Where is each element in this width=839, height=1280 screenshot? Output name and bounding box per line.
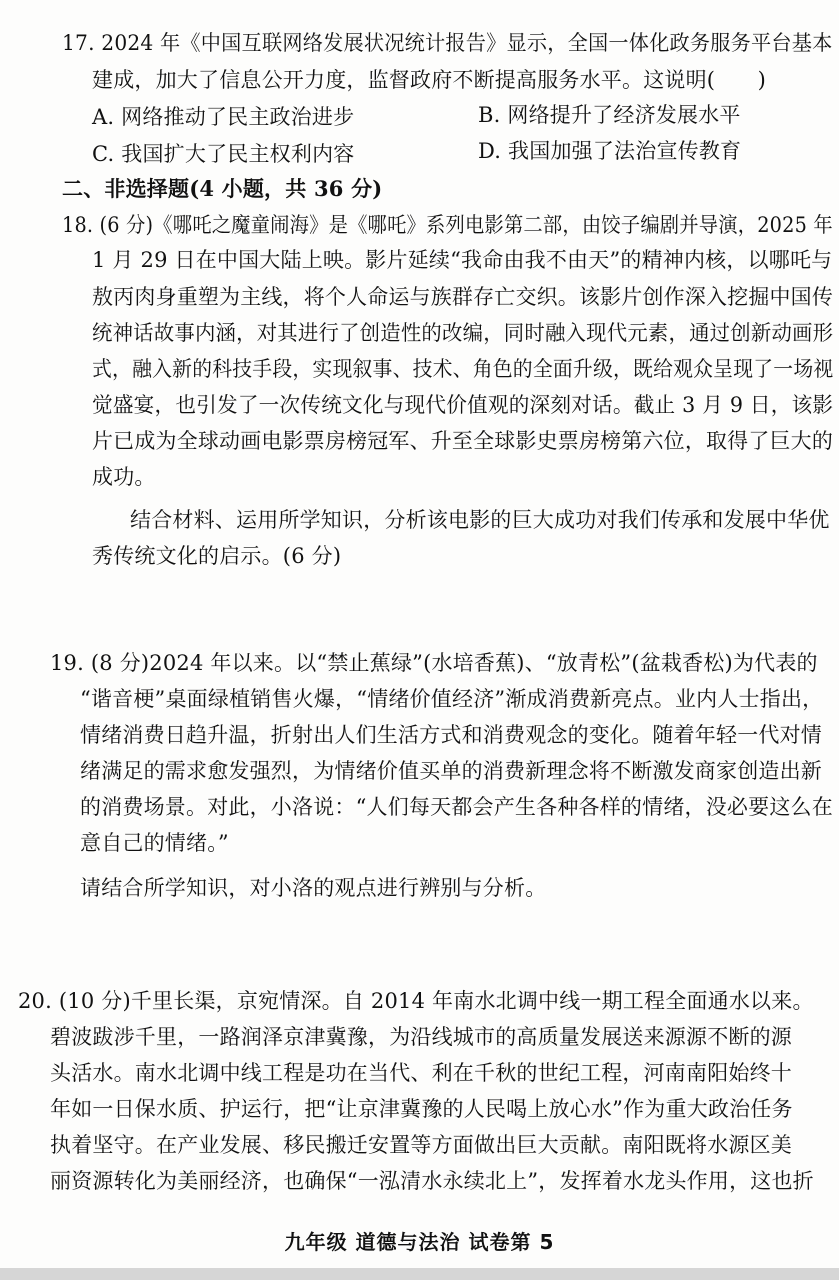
q19-line-3: 情绪消费日趋升温，折射出人们生活方式和消费观念的变化。随着年轻一代对情	[80, 723, 822, 747]
q18-line-2: 1 月 29 日在中国大陆上映。影片延续“我命由我不由天”的精神内核，以哪吒与	[92, 248, 833, 272]
q18-task-line-2: 秀传统文化的启示。(6 分)	[92, 544, 342, 568]
q20-line-2: 碧波跋涉千里，一路润泽京津冀豫，为沿线城市的高质量发展送来源源不断的源	[50, 1025, 792, 1049]
q20-line-1: 20. (10 分)千里长渠，京宛情深。自 2014 年南水北调中线一期工程全面通水以来。	[18, 989, 814, 1013]
q20-line-3: 头活水。南水北调中线工程是功在当代、利在千秋的世纪工程，河南南阳始终十	[50, 1061, 792, 1085]
q17-stem-line-1: 17. 2024 年《中国互联网络发展状况统计报告》显示，全国一体化政务服务平台基本	[62, 31, 833, 55]
q20-line-6: 丽资源转化为美丽经济，也确保“一泓清水永续北上”，发挥着水龙头作用，这也折	[50, 1169, 814, 1193]
page-bottom-edge	[0, 1268, 839, 1280]
q18-line-3: 敖丙肉身重塑为主线，将个人命运与族群存亡交织。该影片创作深入挖掘中国传	[92, 285, 834, 309]
q17-option-d: D. 我国加强了法治宣传教育	[478, 139, 742, 163]
q19-line-5: 的消费场景。对此，小洛说：“人们每天都会产生各种各样的情绪，没必要这么在	[80, 795, 833, 819]
q18-line-6: 觉盛宴，也引发了一次传统文化与现代价值观的深刻对话。截止 3 月 9 日，该影	[92, 393, 834, 417]
q19-line-1: 19. (8 分)2024 年以来。以“禁止蕉绿”(水培香蕉)、“放青松”(盆栽香松)为代表的	[50, 651, 818, 675]
q18-line-5: 式，融入新的科技手段，实现叙事、技术、角色的全面升级，既给观众呈现了一场视	[92, 357, 834, 381]
q19-line-2: “谐音梗”桌面绿植销售火爆，“情绪价值经济”渐成消费新亮点。业内人士指出，	[80, 687, 824, 711]
q18-task-line-1: 结合材料、运用所学知识，分析该电影的巨大成功对我们传承和发展中华优	[130, 508, 830, 532]
q18-line-4: 统神话故事内涵，对其进行了创造性的改编，同时融入现代元素，通过创新动画形	[92, 321, 834, 345]
page-footer: 九年级 道德与法治 试卷第 5	[284, 1230, 555, 1254]
q20-line-4: 年如一日保水质、护运行，把“让京津冀豫的人民喝上放心水”作为重大政治任务	[50, 1097, 793, 1121]
section-heading: 二、非选择题(4 小题，共 36 分)	[62, 176, 383, 201]
q19-task: 请结合所学知识，对小洛的观点进行辨别与分析。	[80, 876, 547, 900]
q17-stem-line-2: 建成，加大了信息公开力度，监督政府不断提高服务水平。这说明( )	[92, 68, 766, 92]
q18-line-7: 片已成为全球动画电影票房榜冠军、升至全球影史票房榜第六位，取得了巨大的	[92, 429, 834, 453]
q19-line-4: 绪满足的需求愈发强烈，为情绪价值买单的消费新理念将不断激发商家创造出新	[80, 759, 822, 783]
q17-option-c: C. 我国扩大了民主权利内容	[92, 142, 355, 166]
q20-line-5: 执着坚守。在产业发展、移民搬迁安置等方面做出巨大贡献。南阳既将水源区美	[50, 1133, 792, 1157]
q17-option-b: B. 网络提升了经济发展水平	[478, 103, 741, 127]
q18-line-8: 成功。	[92, 465, 156, 489]
q17-option-a: A. 网络推动了民主政治进步	[92, 105, 355, 129]
q19-line-6: 意自己的情绪。”	[80, 831, 229, 855]
q18-line-1: 18. (6 分)《哪吒之魔童闹海》是《哪吒》系列电影第二部，由饺子编剧并导演，2025 年	[62, 213, 833, 237]
